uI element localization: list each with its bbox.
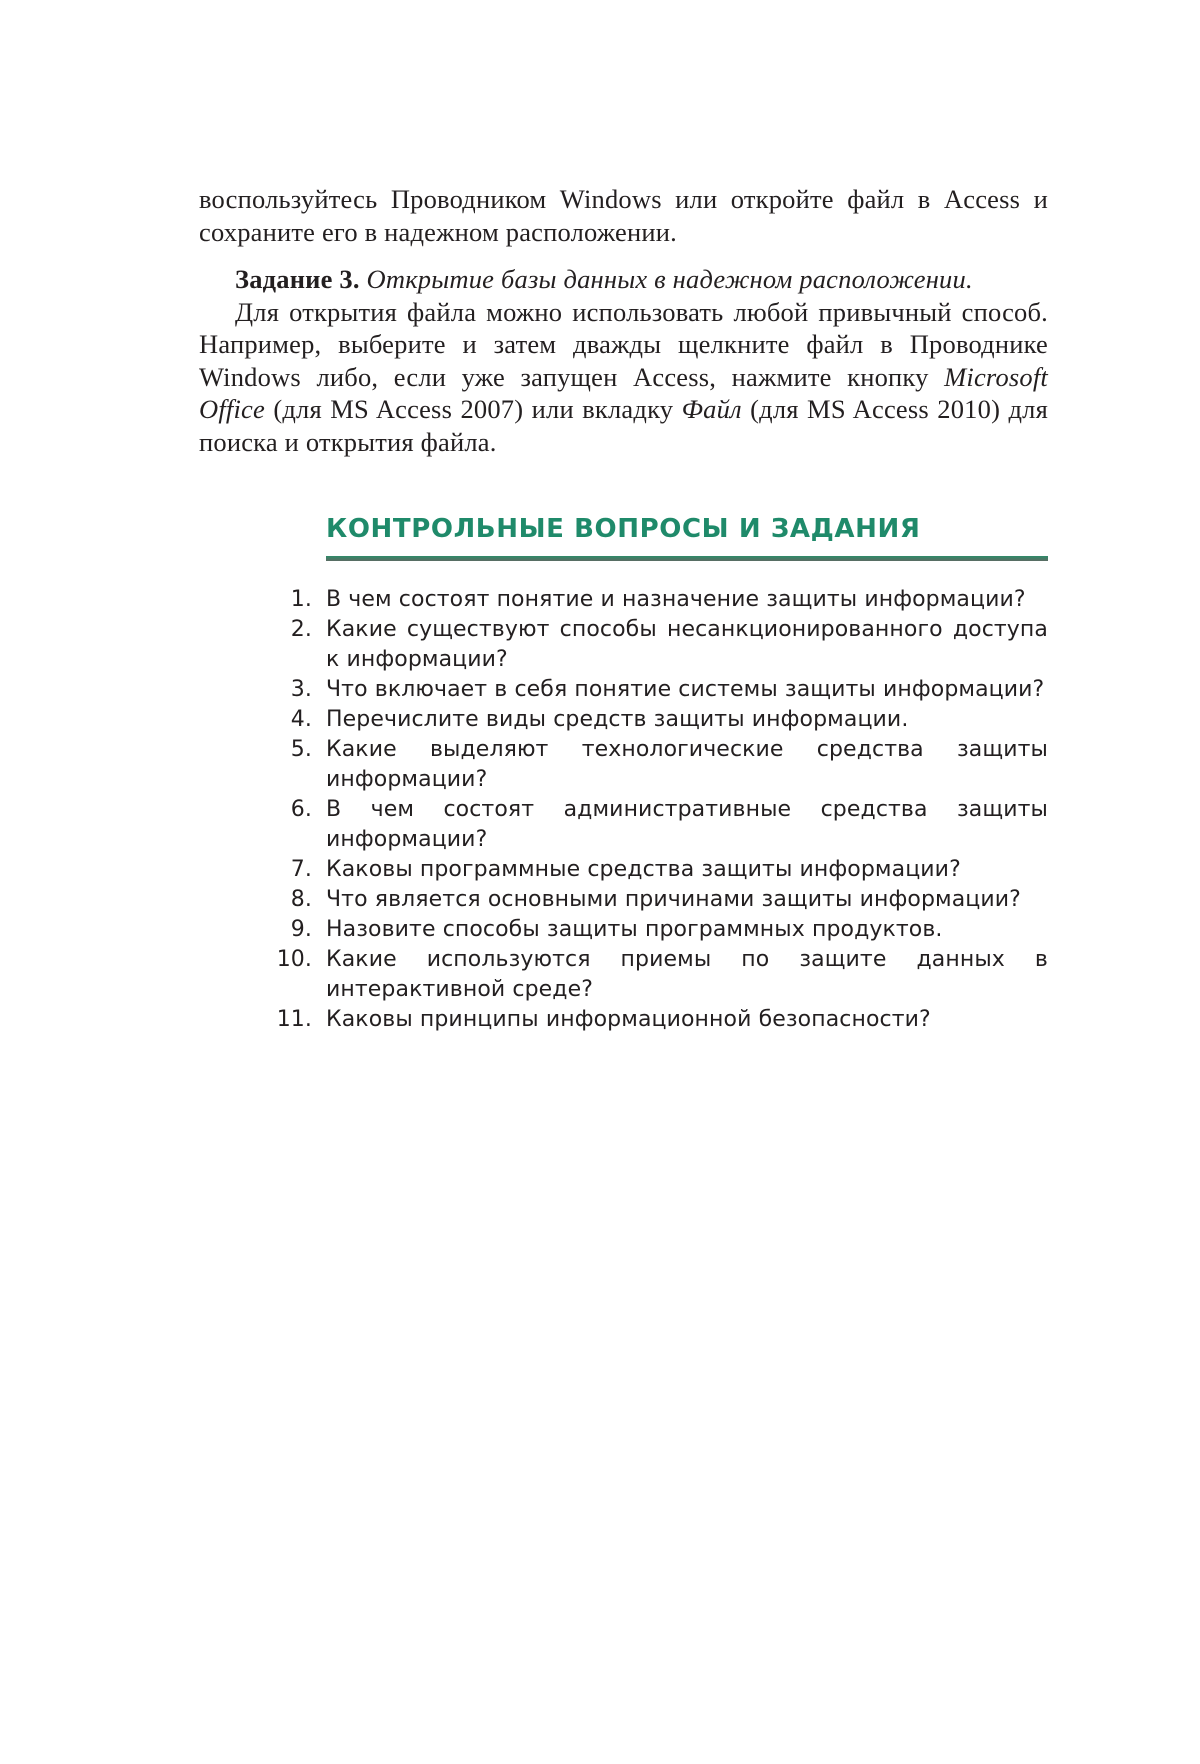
paragraph-text: воспользуйтесь Проводником Windows или откройте файл в Access и сохраните его в надежном расположении. — [199, 184, 1048, 247]
task-label: Задание 3. — [235, 264, 360, 294]
question-text: Какие используются приемы по защите данных в интерактивной среде? — [326, 947, 1048, 1002]
questions-list — [270, 585, 1048, 1035]
question-text: Что является основными причинами защиты информации? — [326, 887, 1021, 912]
question-item — [270, 615, 1048, 675]
question-number: 11. — [276, 1007, 312, 1032]
section-heading: КОНТРОЛЬНЫЕ ВОПРОСЫ И ЗАДАНИЯ — [326, 514, 921, 544]
task-body-emph1: Microsoft Office — [199, 361, 1048, 424]
question-item — [270, 885, 1048, 915]
heading-underline — [326, 556, 1048, 561]
task-body-part1: Для открытия файла можно использовать любой привычный способ. Например, выберите и затем дважды щелкните файл в Проводнике Windows либо, если уже запущен Access, нажмите кнопку — [199, 296, 1048, 392]
question-text: Какие существуют способы несанкционированного доступа к информации? — [326, 617, 1048, 672]
task-body-emph2: Файл — [681, 394, 742, 424]
question-item — [270, 855, 1048, 885]
question-text: Какие выделяют технологические средства защиты информации? — [326, 737, 1048, 792]
question-text: Что включает в себя понятие системы защиты информации? — [326, 677, 1045, 702]
question-text: В чем состоят понятие и назначение защиты информации? — [326, 587, 1026, 612]
question-number: 9. — [290, 917, 312, 942]
question-number: 6. — [290, 797, 312, 822]
question-item — [270, 1005, 1048, 1035]
question-number: 10. — [276, 947, 312, 972]
question-text: Каковы программные средства защиты информации? — [326, 857, 961, 882]
task-block — [199, 263, 1048, 458]
question-number: 3. — [290, 677, 312, 702]
question-number: 1. — [290, 587, 312, 612]
question-item — [270, 585, 1048, 615]
question-number: 2. — [290, 617, 312, 642]
question-text: Перечислите виды средств защиты информации. — [326, 707, 909, 732]
question-number: 7. — [290, 857, 312, 882]
question-text: Каковы принципы информационной безопасности? — [326, 1007, 931, 1032]
question-item — [270, 945, 1048, 1005]
task-body-part2: (для MS Access 2007) или вкладку — [264, 394, 682, 424]
question-text: Назовите способы защиты программных продуктов. — [326, 917, 943, 942]
question-item — [270, 735, 1048, 795]
task-heading — [199, 263, 1048, 296]
paragraph-continuation — [199, 183, 1048, 248]
task-body — [199, 296, 1048, 459]
task-title: Открытие базы данных в надежном расположении. — [366, 264, 973, 294]
task-body-part3: (для MS Access 2010) для поиска и открытия файла. — [199, 394, 1048, 457]
question-number: 4. — [290, 707, 312, 732]
question-item — [270, 705, 1048, 735]
question-item — [270, 675, 1048, 705]
question-number: 8. — [290, 887, 312, 912]
question-text: В чем состоят административные средства защиты информации? — [326, 797, 1048, 852]
question-item — [270, 915, 1048, 945]
question-number: 5. — [290, 737, 312, 762]
question-item — [270, 795, 1048, 855]
